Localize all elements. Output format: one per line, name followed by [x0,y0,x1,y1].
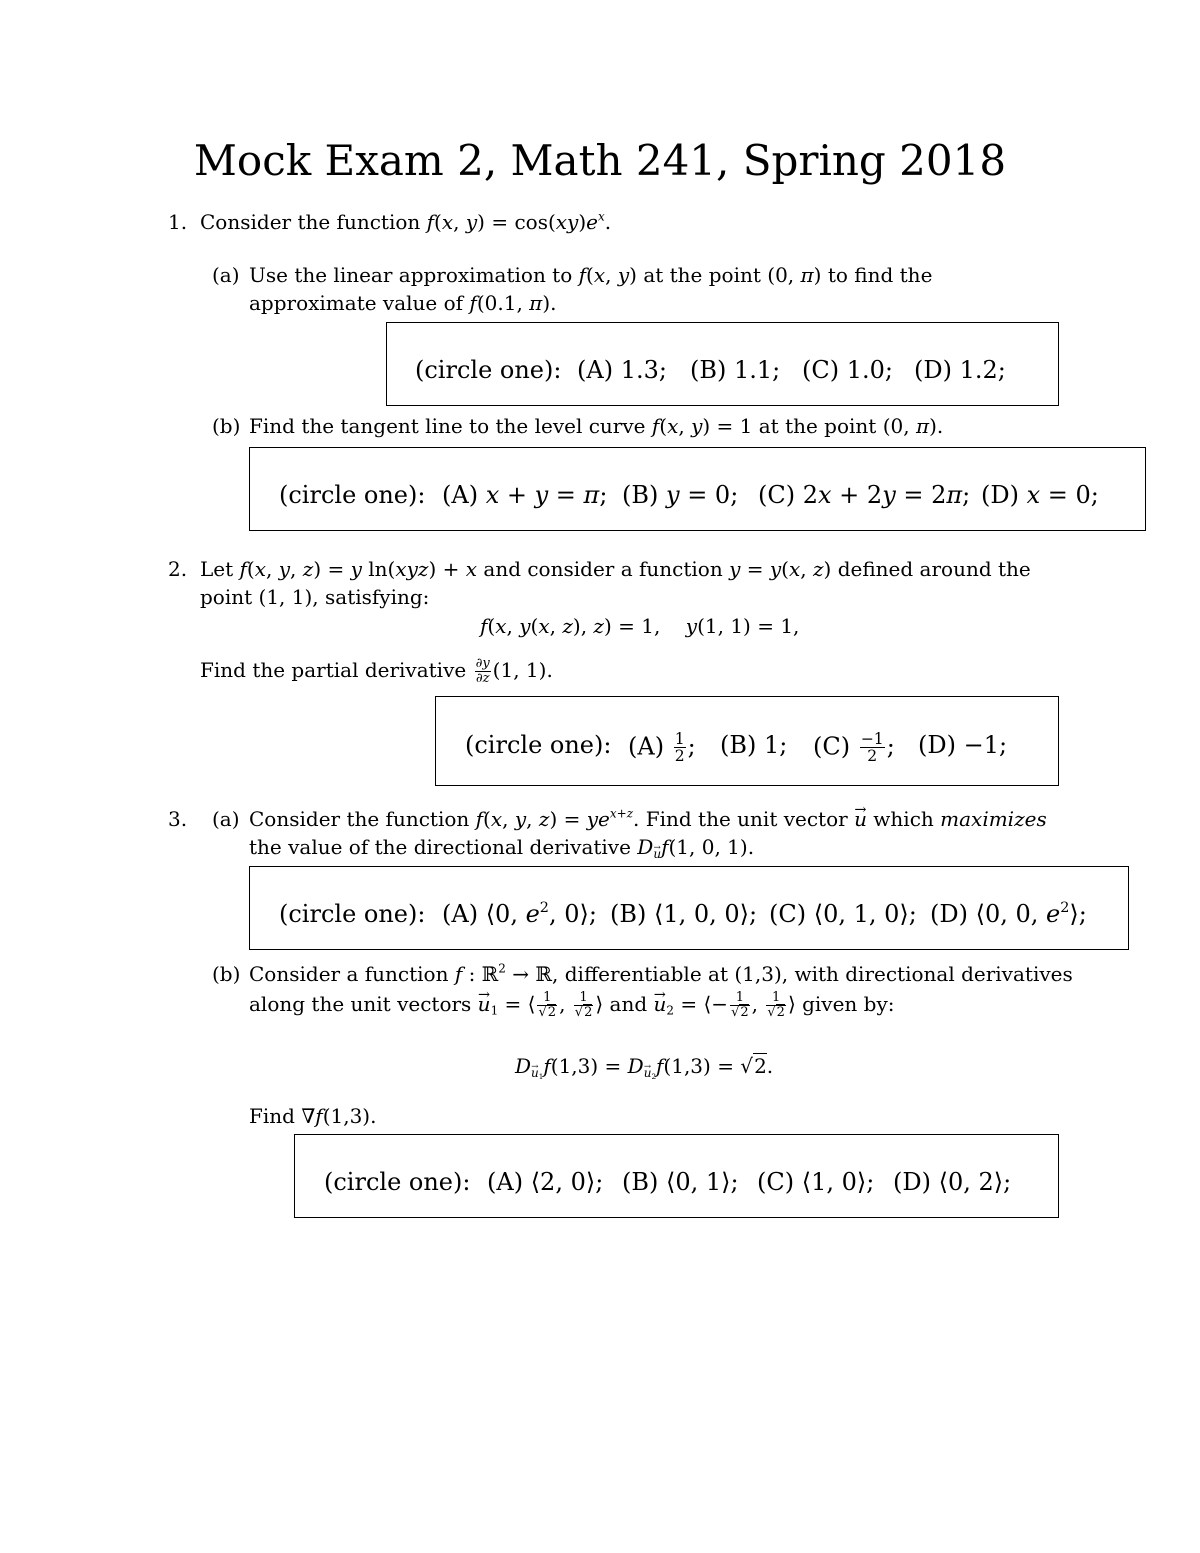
answer-box [386,322,1059,406]
circle-one-label: (circle one): [415,356,562,384]
option-b[interactable]: (B) 1.1; [690,356,781,384]
option-c[interactable]: (C) ⟨0, 1, 0⟩; [769,900,917,928]
option-a[interactable]: (A) ⟨0, $e^2$, 0⟩; [442,899,597,928]
option-b[interactable]: (B) y = 0; [622,481,739,509]
question-2-stem: Let f(x, y, z) = y ln(xyz) + x and consider a function y = y(x, z) defined around the point (1, 1), satisfying: [200,557,1031,609]
option-a[interactable]: (A) $\frac{1}{2}$ ; [628,730,696,766]
question-3b-equation: $D_{u_1}f(1,3) = D_{u_2}f(1,3) = √2$. [515,1054,774,1081]
question-number: 2. [168,557,188,581]
circle-one-label: (circle one): [279,900,426,928]
answer-box [249,866,1129,950]
question-1-stem: Consider the function f(x, $y) = \cos(xy)e^x$. [200,209,612,234]
part-label: (a) [212,807,240,831]
option-c[interactable]: (C) ⟨1, 0⟩; [757,1168,875,1196]
question-number: 1. [168,210,188,234]
option-d[interactable]: (D) −1; [918,731,1008,759]
option-b[interactable]: (B) 1; [720,731,788,759]
question-3b-text-line2: along the unit vectors → $u_1$ = ⟨ $\frac{1}{√2}$ , $\frac{1}{√2}$ ⟩ and → $u_2$ = ⟨− $\frac{1}{√2}$ , $\frac{1}{√2}$ ⟩ given by: [249,990,895,1020]
question-3a-text: Consider the function f(x, y, $z) = ye^{x+z}$. Find the unit vector → u which maximizes the value of the directional derivative $D_uf(1$, 0, 1). [249,805,1069,861]
question-3b-find: Find ∇f(1,3). [249,1104,377,1128]
circle-one-label: (circle one): [279,481,426,509]
answer-box [294,1134,1059,1218]
option-b[interactable]: (B) ⟨1, 0, 0⟩; [610,900,758,928]
option-c[interactable]: (C) 1.0; [802,356,893,384]
page-title: Mock Exam 2, Math 241, Spring 2018 [193,136,1007,185]
option-d[interactable]: (D) x = 0; [981,481,1099,509]
option-a[interactable]: (A) ⟨2, 0⟩; [487,1168,604,1196]
option-a[interactable]: (A) x + y = π; [442,481,608,509]
circle-one-label: (circle one): [465,731,612,759]
question-1b-text: Find the tangent line to the level curve f(x, y) = 1 at the point (0, π). [249,414,944,438]
question-1a-text: Use the linear approximation to f(x, y) at the point (0, π) to find the approximate value of f(0.1, π). [249,263,933,315]
option-a[interactable]: (A) 1.3; [577,356,667,384]
question-3b-text-line1: Consider a function f : ℝ$^2$ → ℝ, differentiable at (1,3), with directional derivatives [249,961,1073,986]
part-label: (a) [212,263,240,287]
part-label: (b) [212,962,241,986]
answer-box [435,696,1059,786]
question-2-equation: f(x, y(x, z), z) = 1, y(1, 1) = 1, [480,614,800,638]
question-number: 3. [168,807,188,831]
circle-one-label: (circle one): [324,1168,471,1196]
question-2-find: Find the partial derivative $\frac{\partial y}{\partial z}$ (1, 1). [200,656,553,686]
part-label: (b) [212,414,241,438]
option-b[interactable]: (B) ⟨0, 1⟩; [622,1168,739,1196]
option-d[interactable]: (D) 1.2; [914,356,1006,384]
option-c[interactable]: (C) 2x + 2y = 2π; [758,481,971,509]
option-c[interactable]: (C) $\frac{-1}{2}$ ; [813,730,895,766]
option-d[interactable]: (D) ⟨0, 0, $e^2⟩$; [930,899,1087,928]
answer-box [249,447,1146,531]
option-d[interactable]: (D) ⟨0, 2⟩; [893,1168,1012,1196]
